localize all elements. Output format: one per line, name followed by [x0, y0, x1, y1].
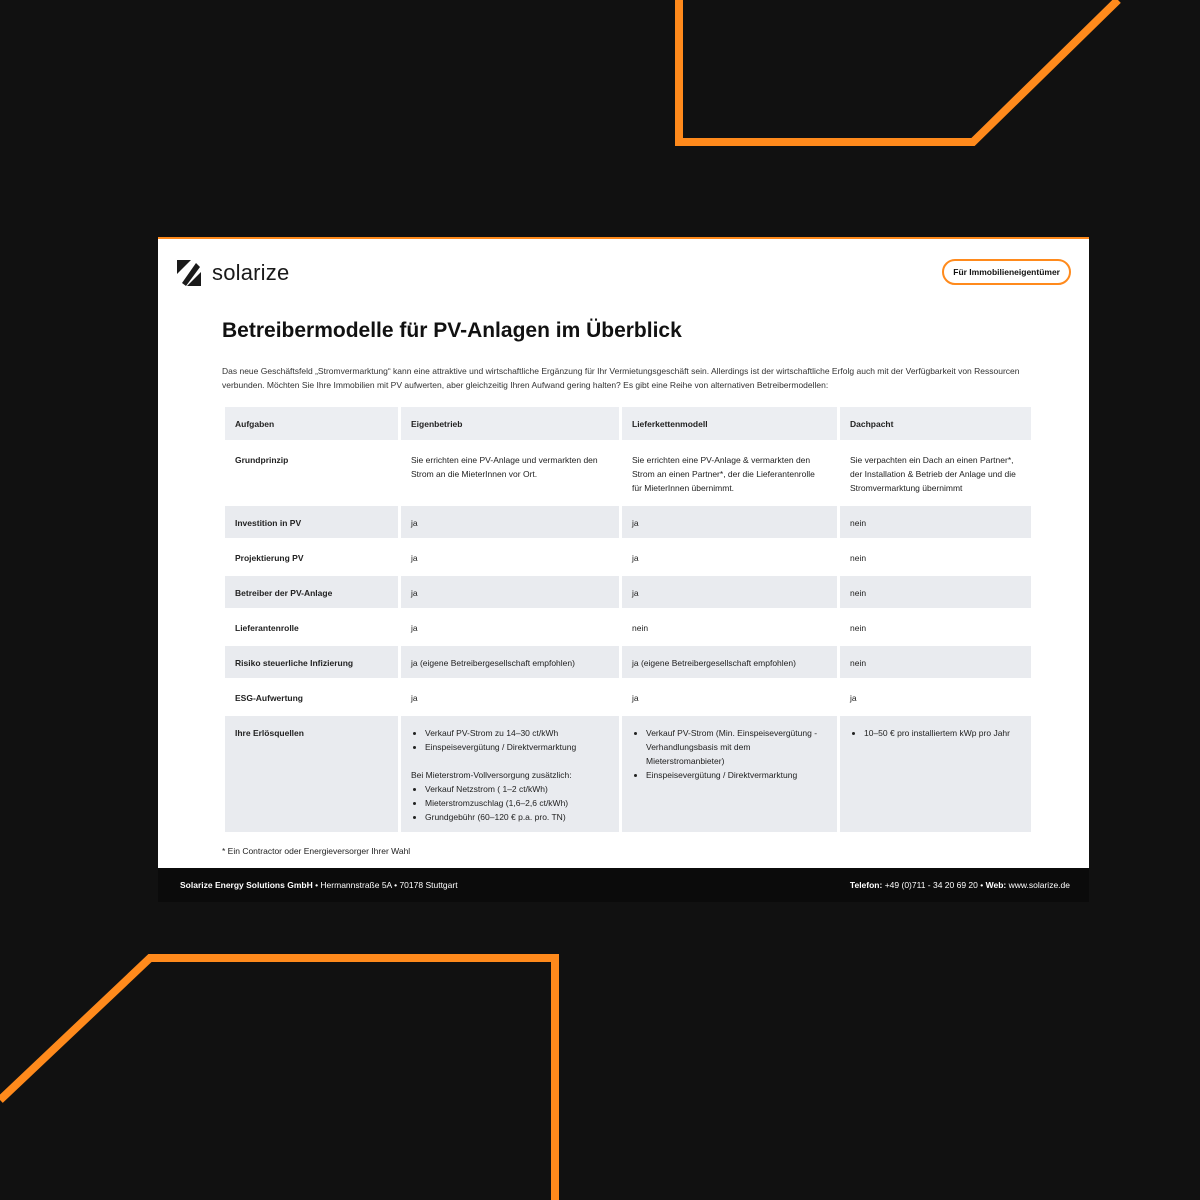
table-cell: nein [632, 623, 649, 633]
table-cell: ja [401, 576, 619, 608]
revenue-subhead: Bei Mieterstrom-Vollversorgung zusätzlich: [411, 770, 572, 780]
table-row [225, 443, 1031, 503]
revenue-list [632, 726, 827, 782]
table-cell-revenue-liefer [622, 716, 837, 832]
row-label: ESG-Aufwertung [235, 693, 303, 703]
web-label: Web: [985, 880, 1007, 890]
company-name: Solarize Energy Solutions GmbH [180, 880, 313, 890]
company-address: • Hermannstraße 5A • 70178 Stuttgart [312, 880, 458, 890]
revenue-list [411, 726, 609, 754]
footnote: * Ein Contractor oder Energieversorger Ihrer Wahl [222, 846, 411, 856]
table-cell: Sie errichten eine PV-Anlage und vermarkten den Strom an die MieterInnen vor Ort. [411, 455, 598, 479]
table-header: Eigenbetrieb [401, 407, 619, 440]
document-page [158, 237, 1089, 868]
table-cell: nein [840, 506, 1031, 538]
table-cell: ja [401, 506, 619, 538]
table-cell: nein [840, 576, 1031, 608]
row-label: Grundprinzip [235, 455, 289, 465]
table-header: Aufgaben [225, 407, 398, 440]
table-row-revenue [225, 716, 1031, 832]
list-item: • 10–50 € pro installiertem kWp pro Jahr [864, 726, 1021, 740]
table-cell: nein [850, 623, 867, 633]
list-item: • Mieterstromzuschlag (1,6–2,6 ct/kWh) [425, 796, 609, 810]
footer-contact [850, 880, 1070, 890]
table-cell: ja (eigene Betreibergesellschaft empfohlen) [401, 646, 619, 678]
table-header: Dachpacht [840, 407, 1031, 440]
solarize-logo-icon [174, 259, 204, 287]
row-label: Investition in PV [225, 506, 398, 538]
brand-name: solarize [212, 260, 290, 285]
revenue-list [411, 782, 609, 824]
row-label: Ihre Erlösquellen [225, 716, 398, 832]
comparison-table [222, 404, 1034, 835]
table-cell: ja [632, 693, 639, 703]
table-cell: ja [411, 623, 418, 633]
solarize-logo [174, 259, 289, 287]
table-cell-revenue-eigen [401, 716, 619, 832]
list-item: • Einspeisevergütung / Direktvermarktung [425, 740, 609, 754]
list-item: • Grundgebühr (60–120 € p.a. pro. TN) [425, 810, 609, 824]
table-header-row [225, 407, 1031, 440]
phone-label: Telefon: [849, 880, 883, 890]
table-header: Lieferkettenmodell [622, 407, 837, 440]
row-label: Risiko steuerliche Infizierung [225, 646, 398, 678]
table-cell: Sie errichten eine PV-Anlage & vermarkten den Strom an einen Partner*, der die Lieferantenrolle für MieterInnen übernimmt. [632, 455, 815, 493]
table-cell: ja [411, 693, 418, 703]
table-row [225, 576, 1031, 608]
list-item: • Verkauf PV-Strom (Min. Einspeisevergütung - Verhandlungsbasis mit dem Mieterstromanbieter) [646, 726, 827, 768]
table-cell: ja [632, 553, 639, 563]
intro-text: Das neue Geschäftsfeld „Stromvermarktung“ kann eine attraktive und wirtschaftliche Ergänzung für Ihr Vermietungsgeschäft sein. Allerdings ist der wirtschaftliche Erfolg auch mit der Verfügbarkeit von Ressourcen verbunden. Möchten Sie Ihre Immobilien mit PV aufwerten, aber gleichzeitig Ihren Aufwand gering halten? Es gibt eine Reihe von alternativen Betreibermodellen: [222, 366, 1020, 390]
table-row [225, 541, 1031, 573]
table-cell: nein [840, 646, 1031, 678]
audience-badge: Für Immobilieneigentümer [942, 259, 1071, 285]
table-row [225, 506, 1031, 538]
table-cell: ja [850, 693, 857, 703]
table-row [225, 646, 1031, 678]
phone-number: +49 (0)711 - 34 20 69 20 • [882, 880, 986, 890]
list-item: • Verkauf PV-Strom zu 14–30 ct/kWh [425, 726, 609, 740]
table-row [225, 611, 1031, 643]
list-item: • Einspeisevergütung / Direktvermarktung [646, 768, 827, 782]
row-label: Projektierung PV [235, 553, 304, 563]
row-label: Betreiber der PV-Anlage [225, 576, 398, 608]
table-cell: ja [622, 576, 837, 608]
table-cell: ja [622, 506, 837, 538]
table-cell: ja (eigene Betreibergesellschaft empfohlen) [622, 646, 837, 678]
page-footer [158, 868, 1089, 902]
page-title: Betreibermodelle für PV-Anlagen im Überblick [222, 319, 682, 342]
web-address: www.solarize.de [1006, 880, 1070, 890]
revenue-list [850, 726, 1021, 740]
table-cell-revenue-dach [840, 716, 1031, 832]
table-cell: nein [850, 553, 867, 563]
list-item: • Verkauf Netzstrom ( 1–2 ct/kWh) [425, 782, 609, 796]
table-row [225, 681, 1031, 713]
table-cell: ja [411, 553, 418, 563]
row-label: Lieferantenrolle [235, 623, 299, 633]
table-cell: Sie verpachten ein Dach an einen Partner*, der Installation & Betrieb der Anlage und die Stromvermarktung übernimmt [850, 455, 1016, 493]
footer-company [180, 880, 458, 890]
